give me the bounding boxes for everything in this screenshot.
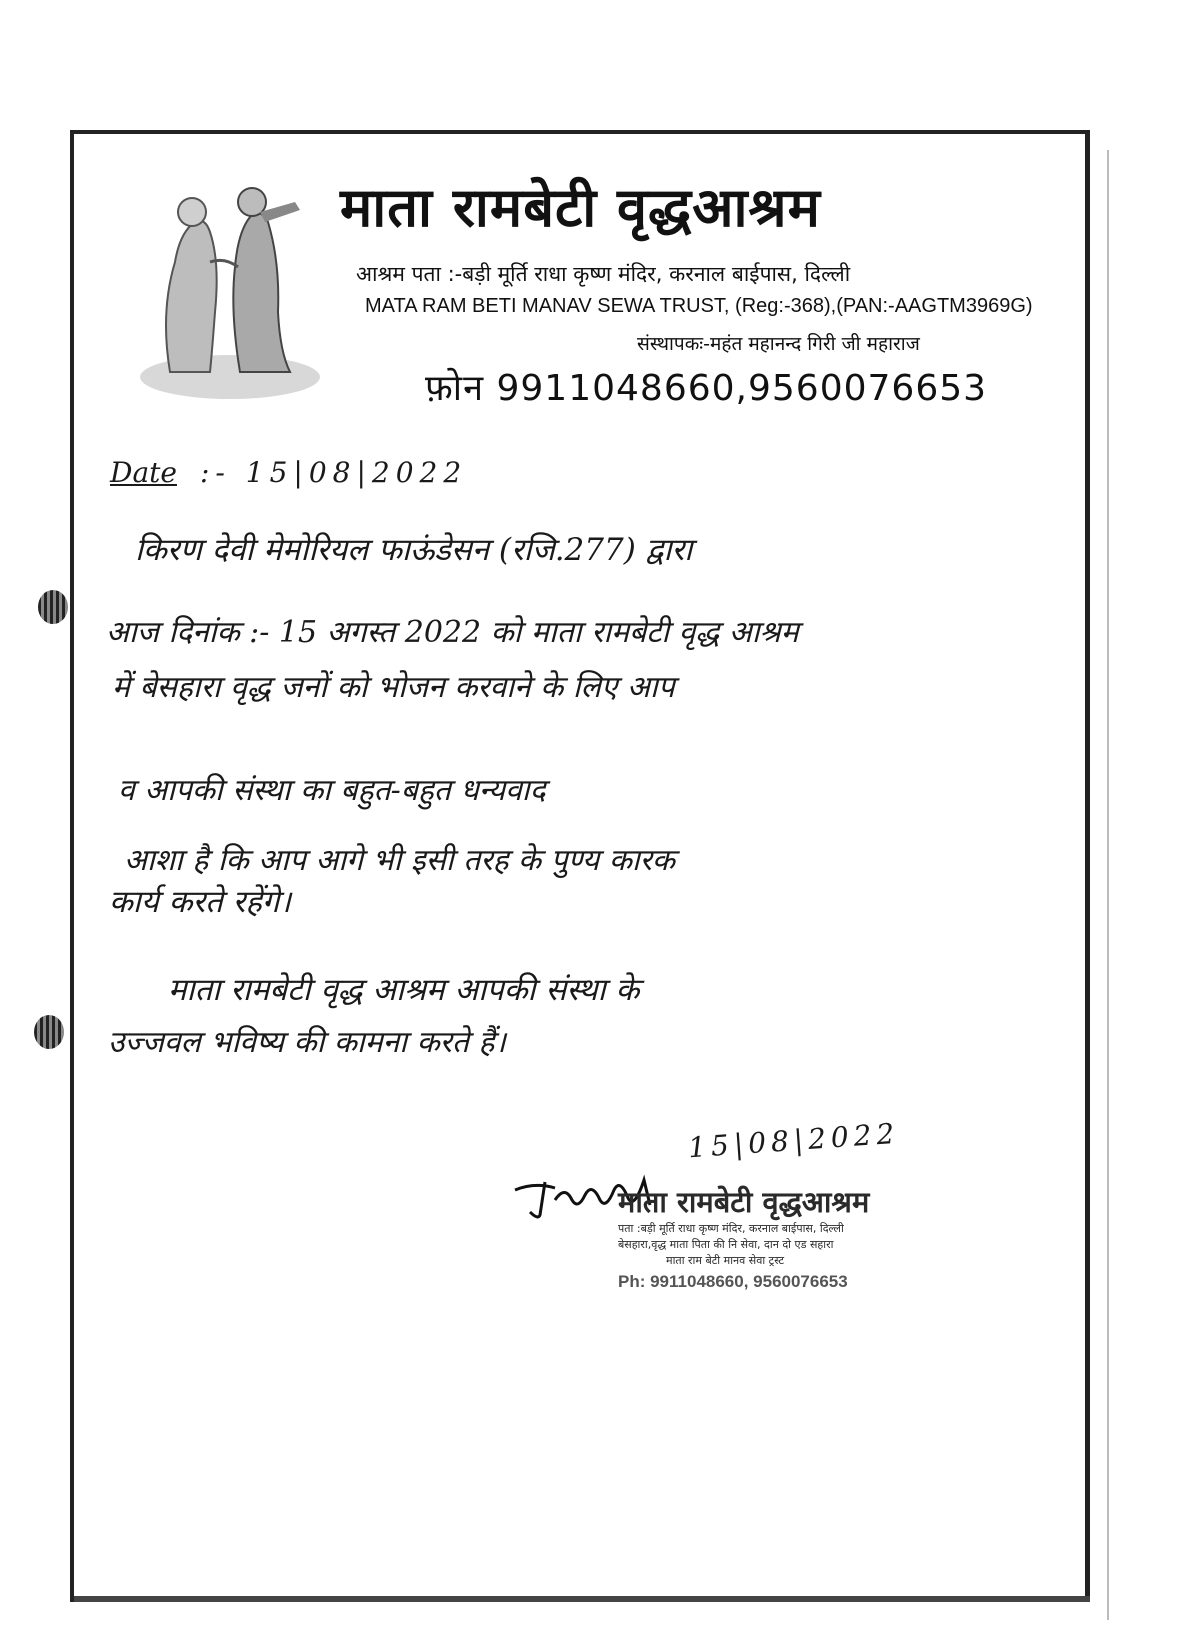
stamp-address: पता :बड़ी मूर्ति राधा कृष्ण मंदिर, करनाल बाईपास, दिल्ली: [618, 1222, 844, 1235]
stamp-trust: माता राम बेटी मानव सेवा ट्रस्ट: [666, 1254, 785, 1267]
letter-line: उज्जवल भविष्य की कामना करते हैं।: [108, 1025, 506, 1060]
organization-stamp: [618, 1182, 938, 1292]
stamp-phone: Ph: 9911048660, 9560076653: [618, 1272, 848, 1291]
punch-hole-bottom: [34, 1015, 64, 1049]
punch-hole-top: [38, 590, 68, 624]
letterhead-address: आश्रम पता :-बड़ी मूर्ति राधा कृष्ण मंदिर, करनाल बाईपास, दिल्ली: [356, 262, 851, 286]
letterhead-trust: MATA RAM BETI MANAV SEWA TRUST, (Reg:-368),(PAN:-AAGTM3969G): [365, 295, 1033, 317]
scan-edge: [1107, 150, 1109, 1620]
stamp-title: माता रामबेटी वृद्धआश्रम: [618, 1185, 870, 1219]
date-label: Date: [110, 456, 177, 489]
letter-line: व आपकी संस्था का बहुत-बहुत धन्यवाद: [118, 773, 546, 808]
letter-line: आज दिनांक :- 15 अगस्त 2022 को माता रामबेटी वृद्ध आश्रम: [106, 615, 799, 650]
letter-line: कार्य करते रहेंगे।: [109, 884, 292, 920]
radha-krishna-emblem-icon: [130, 172, 330, 412]
border-shadow: [74, 1596, 1090, 1602]
letterhead-founder: संस्थापकः-महंत महानन्द गिरी जी महाराज: [637, 333, 920, 355]
letter-line: किरण देवी मेमोरियल फाऊंडेसन (रजि.277) द्वारा: [135, 532, 693, 568]
stamp-tagline: बेसहारा,वृद्ध माता पिता की नि सेवा, दान दो एड सहारा: [618, 1238, 834, 1251]
letterhead-phone: फ़ोन 9911048660,9560076653: [425, 368, 988, 409]
letter-line: आशा है कि आप आगे भी इसी तरह के पुण्य कारक: [124, 843, 675, 878]
letterhead-title: माता रामबेटी वृद्धआश्रम: [340, 176, 821, 239]
letter-line: माता रामबेटी वृद्ध आश्रम आपकी संस्था के: [168, 972, 640, 1008]
date-value: :- 15|08|2022: [200, 456, 468, 489]
signature-date: 15|08|2022: [687, 1116, 901, 1165]
letter-line: में बेसहारा वृद्ध जनों को भोजन करवाने के लिए आप: [112, 670, 675, 705]
